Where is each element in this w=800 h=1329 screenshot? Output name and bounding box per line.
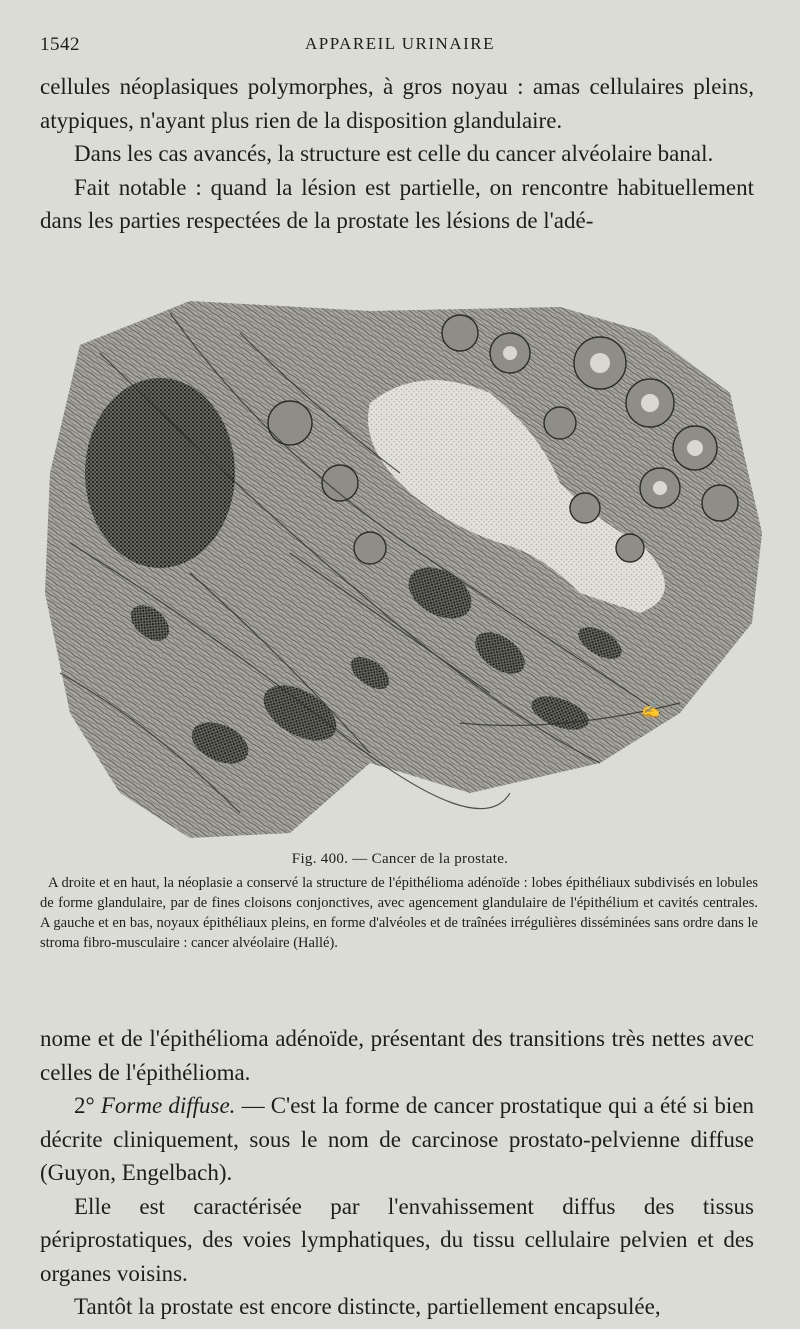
figure-caption-title: Fig. 400. — Cancer de la prostate. [291, 851, 509, 867]
histology-engraving [40, 293, 762, 845]
paragraph-continuation: nome et de l'épithélioma adénoïde, présentant des transitions très nettes avec celles de l'épithélioma. [40, 1026, 754, 1085]
paragraph-continuation: cellules néoplasiques polymorphes, à gros noyau : amas cellulaires pleins, atypiques, n'ayant plus rien de la disposition glandulaire. [40, 74, 754, 133]
section-heading: Forme diffuse. [100, 1093, 236, 1118]
paragraph: Tantôt la prostate est encore distincte, partiellement encapsulée, [74, 1294, 661, 1319]
paragraph: Elle est caractérisée par l'envahissement diffus des tissus périprostatiques, des voies lymphatiques, du tissu cellulaire pelvien et des organes voisins. [40, 1193, 754, 1286]
page-number: 1542 [40, 34, 80, 55]
section-number: 2° [74, 1093, 101, 1118]
paragraph: Fait notable : quand la lésion est partielle, on rencontre habituellement dans les parties respectées de la prostate les lésions de l'adé- [40, 174, 754, 233]
section-text: — C'est la forme de cancer prostatique qui a été si bien décrite cliniquement, sous le nom de carcinose prostato-pelvienne diffuse (Guyon, Engelbach). [40, 1093, 755, 1185]
page-header [40, 34, 760, 60]
running-title: APPAREIL URINAIRE [304, 34, 495, 53]
artist-monogram: ✍ [640, 700, 660, 719]
paragraph-forme-diffuse [40, 1089, 754, 1190]
paragraph: Dans les cas avancés, la structure est celle du cancer alvéolaire banal. [74, 141, 714, 166]
text-block-top [40, 70, 754, 238]
figure-caption-body: A droite et en haut, la néoplasie a conservé la structure de l'épithélioma adénoïde : lobes épithéliaux subdivisés en lobules de forme glandulaire, par de fines cloisons conjonctives, avec agencement glandulaire de l'épithélium et cavités centrales. A gauche et en bas, noyaux épithéliaux pleins, en forme d'alvéoles et de traînées irrégulières disséminées sans ordre dans le stroma fibro-musculaire : cancer alvéolaire (Hallé). [40, 875, 758, 951]
histology-figure [40, 293, 762, 845]
text-block-bottom [40, 1022, 754, 1324]
